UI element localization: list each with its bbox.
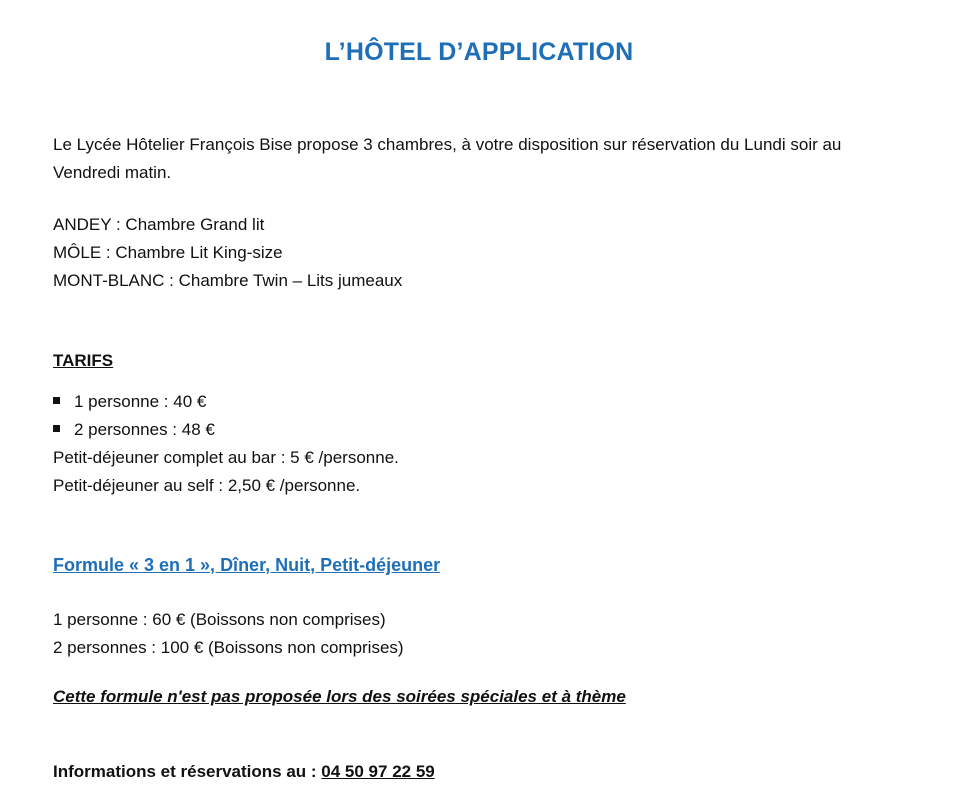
square-bullet-icon bbox=[53, 425, 60, 432]
tarifs-heading: TARIFS bbox=[53, 351, 114, 370]
contact-phone: 04 50 97 22 59 bbox=[321, 762, 435, 781]
room-mole: MÔLE : Chambre Lit King-size bbox=[53, 243, 283, 262]
tarif-item-2 bbox=[53, 419, 215, 441]
contact-label: Informations et réservations au : bbox=[53, 762, 322, 781]
room-mont-blanc: MONT-BLANC : Chambre Twin – Lits jumeaux bbox=[53, 271, 403, 290]
contact-line bbox=[53, 761, 435, 783]
page-title: L’HÔTEL D’APPLICATION bbox=[324, 38, 634, 66]
formule-heading: Formule « 3 en 1 », Dîner, Nuit, Petit-déjeuner bbox=[53, 555, 441, 575]
square-bullet-icon bbox=[53, 397, 60, 404]
breakfast-bar: Petit-déjeuner complet au bar : 5 € /personne. bbox=[53, 448, 399, 467]
tarif-item-2-text: 2 personnes : 48 € bbox=[74, 420, 215, 439]
room-andey: ANDEY : Chambre Grand lit bbox=[53, 215, 265, 234]
intro-paragraph: Le Lycée Hôtelier François Bise propose 3 chambres, à votre disposition sur réservation du Lundi soir au Vendredi matin. bbox=[53, 135, 842, 182]
formule-price-2: 2 personnes : 100 € (Boissons non comprises) bbox=[53, 638, 404, 657]
tarif-item-1 bbox=[53, 391, 206, 413]
formule-price-1: 1 personne : 60 € (Boissons non comprises) bbox=[53, 610, 386, 629]
breakfast-self: Petit-déjeuner au self : 2,50 € /personne. bbox=[53, 476, 361, 495]
tarif-item-1-text: 1 personne : 40 € bbox=[74, 392, 207, 411]
formule-note: Cette formule n'est pas proposée lors des soirées spéciales et à thème bbox=[53, 687, 626, 706]
